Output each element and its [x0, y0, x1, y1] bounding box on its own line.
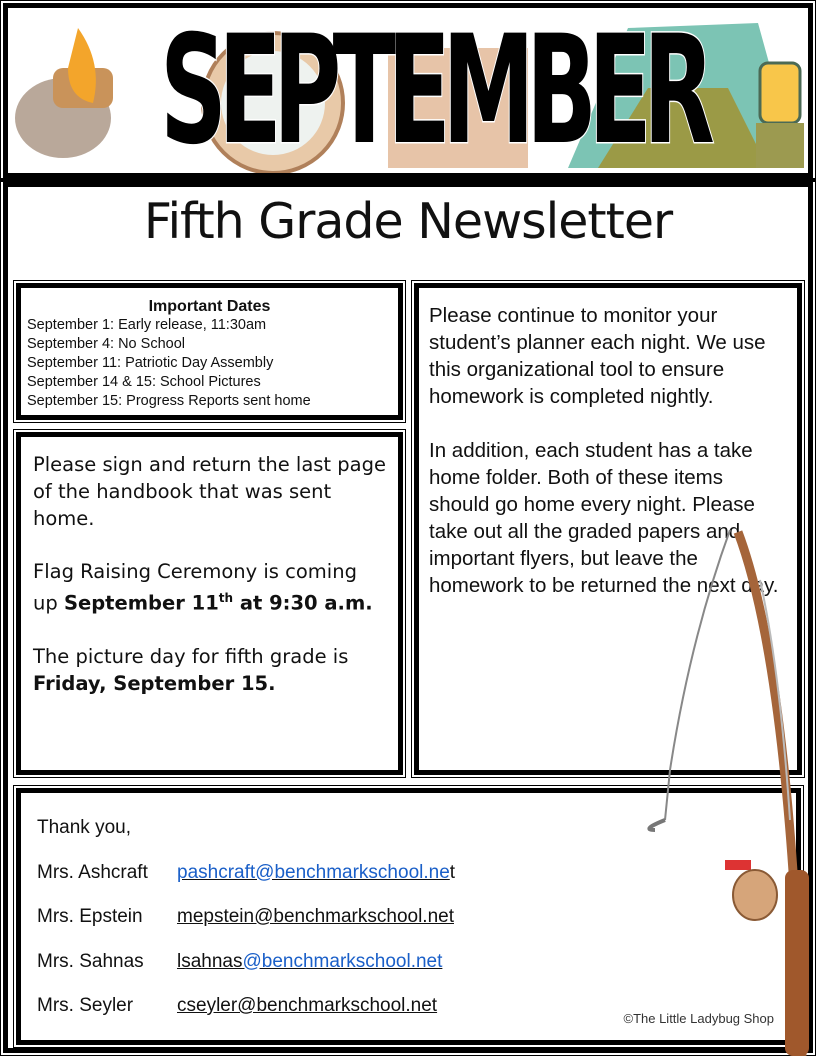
date-item: September 4: No School	[27, 336, 185, 352]
header-banner	[3, 3, 813, 178]
month-title: SEPTEMBER	[160, 4, 707, 178]
contact-name: Mrs. Seyler	[37, 995, 134, 1016]
contacts-box	[16, 788, 801, 1045]
announcements-box	[16, 432, 403, 775]
campfire-icon	[15, 28, 113, 158]
flag-ceremony-notice: Flag Raising Ceremony is coming up September 11th at 9:30 a.m.	[33, 560, 373, 615]
contact-email[interactable]: mepstein@benchmarkschool.net	[177, 906, 454, 927]
newsletter-title: Fifth Grade Newsletter	[143, 193, 673, 250]
date-item: September 14 & 15: School Pictures	[27, 374, 261, 390]
contact-email[interactable]: lsahnas@benchmarkschool.net	[177, 950, 443, 972]
date-item: September 1: Early release, 11:30am	[27, 317, 267, 333]
folder-paragraph: In addition, each student has a take home folder. Both of these items should go home every night. Please take out all the graded papers and important flyers, but leave the homework to be returned the next day.	[429, 439, 779, 597]
contact-email[interactable]: cseyler@benchmarkschool.net	[177, 995, 438, 1016]
contact-row	[37, 906, 780, 951]
dates-heading: Important Dates	[148, 298, 271, 315]
copyright: ©The Little Ladybug Shop	[623, 1011, 774, 1026]
date-item: September 11: Patriotic Day Assembly	[27, 355, 274, 371]
thanks-line: Thank you,	[37, 817, 131, 838]
important-dates-box	[16, 283, 403, 420]
date-item: September 15: Progress Reports sent home	[27, 393, 311, 409]
contact-email[interactable]: pashcraft@benchmarkschool.net	[177, 861, 456, 883]
planner-paragraph: Please continue to monitor your student’s planner each night. We use this organizational tool to ensure homework is completed nightly.	[429, 304, 766, 408]
contact-row	[37, 951, 780, 996]
contact-name: Mrs. Ashcraft	[37, 861, 148, 883]
contact-name: Mrs. Epstein	[37, 906, 143, 927]
contact-name: Mrs. Sahnas	[37, 950, 144, 972]
handbook-notice: Please sign and return the last page of the handbook that was sent home.	[33, 453, 386, 530]
contact-row	[37, 862, 780, 907]
planner-box	[414, 283, 802, 775]
lantern-icon	[756, 63, 804, 168]
picture-day-notice: The picture day for fifth grade is Friday, September 15.	[33, 644, 349, 695]
